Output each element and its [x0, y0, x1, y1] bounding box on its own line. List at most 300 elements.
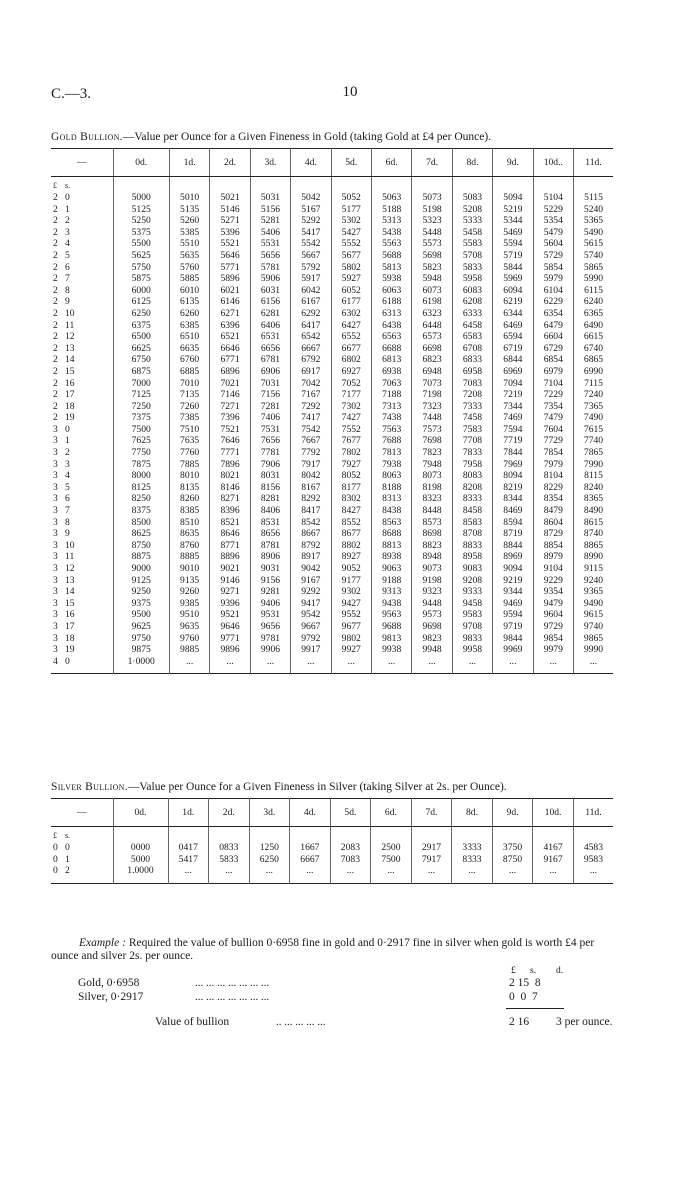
value-cell: 7604 — [533, 424, 573, 436]
value-cell: 7531 — [250, 424, 290, 436]
value-cell: 6781 — [250, 354, 290, 366]
value-cell: 6760 — [169, 354, 209, 366]
row-pounds: 2 — [53, 319, 58, 331]
row-shillings: 5 — [65, 481, 70, 493]
value-cell: 5917 — [291, 273, 331, 285]
value-cell: 7958 — [452, 459, 492, 471]
value-cell: 8094 — [493, 470, 533, 482]
gold-example-label: Gold, 0·6958 — [78, 977, 140, 989]
value-cell: 7063 — [371, 378, 411, 390]
row-label — [51, 401, 113, 413]
value-cell: 6552 — [331, 331, 371, 343]
value-cell: 5281 — [250, 215, 290, 227]
value-cell: 8115 — [573, 470, 613, 482]
value-cell: 7385 — [169, 412, 209, 424]
value-cell: 7323 — [412, 401, 452, 413]
value-cell: 6792 — [291, 354, 331, 366]
value-cell: 6083 — [452, 285, 492, 297]
value-cell: 7177 — [331, 389, 371, 401]
value-cell: 0417 — [168, 842, 209, 854]
row-shillings: 3 — [65, 226, 70, 238]
value-cell: 6823 — [412, 354, 452, 366]
pence-column-head: d. — [556, 966, 564, 976]
row-label — [51, 227, 113, 239]
row-pounds: 3 — [53, 447, 58, 459]
value-cell: 5615 — [573, 238, 613, 250]
value-cell: 7250 — [113, 401, 169, 413]
row-shillings: 13 — [65, 574, 75, 586]
value-cell: 9104 — [533, 563, 573, 575]
value-cell: 5740 — [573, 250, 613, 262]
value-cell: 7667 — [291, 435, 331, 447]
value-cell: 8667 — [291, 528, 331, 540]
value-cell: 8625 — [113, 528, 169, 540]
value-cell: 7333 — [452, 401, 492, 413]
value-cell: 5938 — [371, 273, 411, 285]
value-cell: 8719 — [493, 528, 533, 540]
value-cell: 5271 — [210, 215, 250, 227]
value-cell: 8979 — [533, 551, 573, 563]
table-row — [51, 331, 613, 343]
value-cell: 2500 — [371, 842, 412, 854]
value-cell: 6156 — [250, 296, 290, 308]
value-cell: 8156 — [250, 482, 290, 494]
value-cell: 5573 — [412, 238, 452, 250]
value-cell: 9333 — [452, 586, 492, 598]
value-cell: 9500 — [113, 609, 169, 621]
value-cell: 6604 — [533, 331, 573, 343]
table-row — [51, 308, 613, 320]
value-cell: 8198 — [412, 482, 452, 494]
row-pounds: 3 — [53, 528, 58, 540]
value-cell: 8083 — [452, 470, 492, 482]
value-cell: 6021 — [210, 285, 250, 297]
value-cell: 9135 — [169, 575, 209, 587]
value-cell: 8396 — [210, 505, 250, 517]
value-cell: ... — [371, 656, 411, 674]
value-cell: ... — [573, 865, 613, 883]
value-cell: 5125 — [113, 204, 169, 216]
value-cell: 7500 — [371, 854, 412, 866]
value-cell: 8563 — [371, 517, 411, 529]
column-header: 9d. — [492, 799, 533, 827]
value-cell: 8906 — [250, 551, 290, 563]
value-cell: 9010 — [169, 563, 209, 575]
table-row — [51, 563, 613, 575]
value-cell: 9677 — [331, 621, 371, 633]
value-cell: 8042 — [291, 470, 331, 482]
column-header: 11d. — [573, 149, 613, 177]
value-cell: 7198 — [412, 389, 452, 401]
value-cell: 9063 — [371, 563, 411, 575]
value-cell: 8615 — [573, 517, 613, 529]
column-header-dash: — — [51, 799, 113, 827]
value-cell: 9385 — [169, 598, 209, 610]
blank-cell — [331, 177, 371, 193]
row-pounds: 3 — [53, 516, 58, 528]
table-row — [51, 262, 613, 274]
column-header: 0d. — [113, 799, 168, 827]
value-cell: 6531 — [250, 331, 290, 343]
column-header: 6d. — [371, 799, 412, 827]
value-cell: 8677 — [331, 528, 371, 540]
unit-row — [51, 177, 613, 193]
value-cell: 6458 — [452, 320, 492, 332]
row-pounds: 0 — [53, 842, 58, 853]
value-cell: 5365 — [573, 215, 613, 227]
table-row — [51, 424, 613, 436]
row-label — [51, 215, 113, 227]
row-pounds: 3 — [53, 505, 58, 517]
value-cell: 7594 — [493, 424, 533, 436]
value-cell: 6667 — [290, 854, 331, 866]
value-cell: 9229 — [533, 575, 573, 587]
row-shillings: 17 — [65, 620, 75, 632]
value-cell: ... — [249, 865, 290, 883]
row-label — [51, 250, 113, 262]
example-text: Required the value of bullion 0·6958 fine in gold and 0·2917 fine in silver when gold is worth £4 per ounce and silver 2s. per ounce. — [51, 937, 595, 962]
value-cell: 8333 — [452, 854, 493, 866]
blank-cell — [113, 827, 168, 843]
value-cell: ... — [493, 656, 533, 674]
row-shillings: 16 — [65, 377, 75, 389]
value-cell: 6188 — [371, 296, 411, 308]
value-cell: 5375 — [113, 227, 169, 239]
value-cell: 5250 — [113, 215, 169, 227]
value-cell: 0000 — [113, 842, 168, 854]
value-cell: 7615 — [573, 424, 613, 436]
blank-cell — [573, 827, 613, 843]
value-cell: 6177 — [331, 296, 371, 308]
value-cell: 6677 — [331, 343, 371, 355]
value-cell: ... — [209, 865, 250, 883]
value-cell: 9792 — [291, 633, 331, 645]
value-cell: 5646 — [210, 250, 250, 262]
row-pounds: 3 — [53, 458, 58, 470]
value-cell: 6708 — [452, 343, 492, 355]
row-label — [51, 343, 113, 355]
value-cell: 7792 — [291, 447, 331, 459]
value-cell: 7260 — [169, 401, 209, 413]
value-cell: 6500 — [113, 331, 169, 343]
value-cell: 7083 — [452, 378, 492, 390]
value-cell: 6896 — [210, 366, 250, 378]
value-cell: 6969 — [493, 366, 533, 378]
value-cell: 5854 — [533, 262, 573, 274]
blank-cell — [492, 827, 533, 843]
value-cell: 6385 — [169, 320, 209, 332]
table-row — [51, 343, 613, 355]
value-cell: 5208 — [452, 204, 492, 216]
table-row — [51, 320, 613, 332]
column-header: 0d. — [113, 149, 169, 177]
value-cell: 5771 — [210, 262, 250, 274]
value-cell: 6396 — [210, 320, 250, 332]
value-cell: 7688 — [371, 435, 411, 447]
row-pounds: 2 — [53, 400, 58, 412]
value-cell: 7083 — [330, 854, 371, 866]
value-cell: 8604 — [533, 517, 573, 529]
value-cell: 8656 — [250, 528, 290, 540]
blank-cell — [411, 827, 452, 843]
value-cell: 8771 — [210, 540, 250, 552]
row-label — [51, 296, 113, 308]
row-label — [51, 192, 113, 204]
value-cell: 5396 — [210, 227, 250, 239]
value-cell: 5833 — [452, 262, 492, 274]
row-pounds: 2 — [53, 192, 58, 203]
value-cell: 9563 — [371, 609, 411, 621]
value-cell: 5313 — [371, 215, 411, 227]
value-cell: 6229 — [533, 296, 573, 308]
row-pounds: 2 — [53, 307, 58, 319]
row-pounds: 2 — [53, 203, 58, 215]
row-label — [51, 378, 113, 390]
row-pounds: 3 — [53, 644, 58, 656]
value-cell: 6615 — [573, 331, 613, 343]
value-cell: 6729 — [533, 343, 573, 355]
value-cell: 9479 — [533, 598, 573, 610]
value-cell: 9396 — [210, 598, 250, 610]
value-cell: 7479 — [533, 412, 573, 424]
value-cell: 8646 — [210, 528, 250, 540]
value-cell: 9885 — [169, 644, 209, 656]
row-label — [51, 551, 113, 563]
value-cell: 9115 — [573, 563, 613, 575]
row-label — [51, 308, 113, 320]
value-cell: 5510 — [169, 238, 209, 250]
row-shillings: 6 — [65, 493, 70, 505]
value-cell: 9802 — [331, 633, 371, 645]
row-label — [51, 865, 113, 883]
value-cell: 9219 — [493, 575, 533, 587]
value-cell: 9510 — [169, 609, 209, 621]
table-row — [51, 412, 613, 424]
value-cell: 5948 — [412, 273, 452, 285]
row-shillings: 2 — [65, 865, 70, 877]
blank-cell — [412, 177, 452, 193]
value-cell: 6594 — [493, 331, 533, 343]
row-label — [51, 493, 113, 505]
blank-cell — [169, 177, 209, 193]
value-cell: 8229 — [533, 482, 573, 494]
table-row — [51, 598, 613, 610]
row-shillings: 4 — [65, 238, 70, 250]
value-cell: 5458 — [452, 227, 492, 239]
value-cell: 9990 — [573, 644, 613, 656]
value-cell: 5042 — [291, 192, 331, 204]
value-cell: 9615 — [573, 609, 613, 621]
value-cell: 8354 — [533, 493, 573, 505]
row-label — [51, 354, 113, 366]
value-cell: 6125 — [113, 296, 169, 308]
total-amount: 2 16 — [509, 1016, 530, 1028]
table-row — [51, 250, 613, 262]
value-cell: 9167 — [533, 854, 574, 866]
value-cell: 8448 — [412, 505, 452, 517]
value-cell: 7469 — [493, 412, 533, 424]
value-cell: 7125 — [113, 389, 169, 401]
value-cell: 9000 — [113, 563, 169, 575]
row-shillings: 8 — [65, 516, 70, 528]
table-row — [51, 273, 613, 285]
pound-unit: £ — [53, 831, 57, 840]
value-cell: 5479 — [533, 227, 573, 239]
value-cell: 6271 — [210, 308, 250, 320]
value-cell: 9271 — [210, 586, 250, 598]
value-cell: 6646 — [210, 343, 250, 355]
value-cell: 9542 — [291, 609, 331, 621]
value-cell: 9531 — [250, 609, 290, 621]
value-cell: 6354 — [533, 308, 573, 320]
value-cell: 9875 — [113, 644, 169, 656]
value-cell: 5781 — [250, 262, 290, 274]
row-pounds: 2 — [53, 261, 58, 273]
value-cell: 5417 — [291, 227, 331, 239]
value-cell: 8750 — [492, 854, 533, 866]
value-cell: 7969 — [493, 459, 533, 471]
value-cell: 8813 — [371, 540, 411, 552]
value-cell: 5104 — [533, 192, 573, 204]
row-pounds: 3 — [53, 632, 58, 644]
shilling-unit: s. — [65, 831, 71, 840]
value-cell: 6135 — [169, 296, 209, 308]
column-header: 3d. — [249, 799, 290, 827]
value-cell: 5760 — [169, 262, 209, 274]
row-pounds: 3 — [53, 423, 58, 435]
value-cell: 5177 — [331, 204, 371, 216]
blank-cell — [533, 827, 574, 843]
value-cell: 8073 — [412, 470, 452, 482]
value-cell: 5292 — [291, 215, 331, 227]
value-cell: 5219 — [493, 204, 533, 216]
row-label — [51, 842, 113, 854]
value-cell: 7833 — [452, 447, 492, 459]
value-cell: 8063 — [371, 470, 411, 482]
value-cell: 6885 — [169, 366, 209, 378]
value-cell: 7865 — [573, 447, 613, 459]
value-cell: 5604 — [533, 238, 573, 250]
table-row — [51, 285, 613, 297]
value-cell: 9896 — [210, 644, 250, 656]
value-cell: 6833 — [452, 354, 492, 366]
row-shillings: 16 — [65, 609, 75, 621]
value-cell: 1250 — [249, 842, 290, 854]
gold-bullion-table — [51, 148, 613, 674]
table-row — [51, 354, 613, 366]
table-row — [51, 378, 613, 390]
value-cell: 9948 — [412, 644, 452, 656]
row-shillings: 1 — [65, 435, 70, 447]
value-cell: 6521 — [210, 331, 250, 343]
table-row — [51, 540, 613, 552]
value-cell: 8521 — [210, 517, 250, 529]
value-cell: 7000 — [113, 378, 169, 390]
row-label — [51, 517, 113, 529]
page-number: 10 — [342, 84, 358, 100]
value-cell: 5979 — [533, 273, 573, 285]
row-label — [51, 320, 113, 332]
value-cell: 5865 — [573, 262, 613, 274]
blank-cell — [452, 177, 492, 193]
value-cell: 9906 — [250, 644, 290, 656]
value-cell: 8260 — [169, 493, 209, 505]
value-cell: 5063 — [371, 192, 411, 204]
row-shillings: 17 — [65, 389, 75, 401]
row-shillings: 11 — [65, 319, 75, 331]
value-cell: 9417 — [291, 598, 331, 610]
value-cell: 7583 — [452, 424, 492, 436]
value-cell: 9167 — [291, 575, 331, 587]
value-cell: 6313 — [371, 308, 411, 320]
column-header: 4d. — [290, 799, 331, 827]
value-cell: 8531 — [250, 517, 290, 529]
silver-example-label: Silver, 0·2917 — [78, 991, 144, 1003]
value-cell: 7510 — [169, 424, 209, 436]
value-cell: 6563 — [371, 331, 411, 343]
value-cell: 6208 — [452, 296, 492, 308]
value-cell: 9438 — [371, 598, 411, 610]
value-cell: 8313 — [371, 493, 411, 505]
value-cell: 6938 — [371, 366, 411, 378]
row-label — [51, 331, 113, 343]
value-cell: 7240 — [573, 389, 613, 401]
row-pounds: 2 — [53, 365, 58, 377]
column-header: 6d. — [371, 149, 411, 177]
row-shillings: 9 — [65, 296, 70, 308]
unit-labels — [51, 177, 113, 193]
value-cell: 8010 — [169, 470, 209, 482]
row-shillings: 19 — [65, 412, 75, 424]
value-cell: 6417 — [291, 320, 331, 332]
value-cell: 7521 — [210, 424, 250, 436]
value-cell: 5823 — [412, 262, 452, 274]
value-cell: ... — [412, 656, 452, 674]
value-cell: 8125 — [113, 482, 169, 494]
blank-cell — [291, 177, 331, 193]
value-cell: 8292 — [291, 493, 331, 505]
row-shillings: 12 — [65, 563, 75, 574]
row-label — [51, 609, 113, 621]
value-cell: 6323 — [412, 308, 452, 320]
value-cell: 9208 — [452, 575, 492, 587]
value-cell: 7042 — [291, 378, 331, 390]
value-cell: 8698 — [412, 528, 452, 540]
value-cell: 5417 — [168, 854, 209, 866]
row-pounds: 3 — [53, 620, 58, 632]
value-cell: 7698 — [412, 435, 452, 447]
gold-title-description: —Value per Ounce for a Given Fineness in Gold (taking Gold at £4 per Ounce). — [122, 131, 492, 143]
value-cell: 6406 — [250, 320, 290, 332]
value-cell: 8635 — [169, 528, 209, 540]
value-cell: 7115 — [573, 378, 613, 390]
value-cell: 7104 — [533, 378, 573, 390]
value-cell: ... — [573, 656, 613, 674]
value-cell: 6052 — [331, 285, 371, 297]
value-cell: 5729 — [533, 250, 573, 262]
row-label — [51, 412, 113, 424]
value-cell: 8167 — [291, 482, 331, 494]
value-cell: 7271 — [210, 401, 250, 413]
value-cell: 5115 — [573, 192, 613, 204]
value-cell: 8385 — [169, 505, 209, 517]
value-cell: 5031 — [250, 192, 290, 204]
value-cell: 6073 — [412, 285, 452, 297]
column-header: 4d. — [291, 149, 331, 177]
value-cell: 7010 — [169, 378, 209, 390]
value-cell: 5708 — [452, 250, 492, 262]
value-cell: 6667 — [291, 343, 331, 355]
